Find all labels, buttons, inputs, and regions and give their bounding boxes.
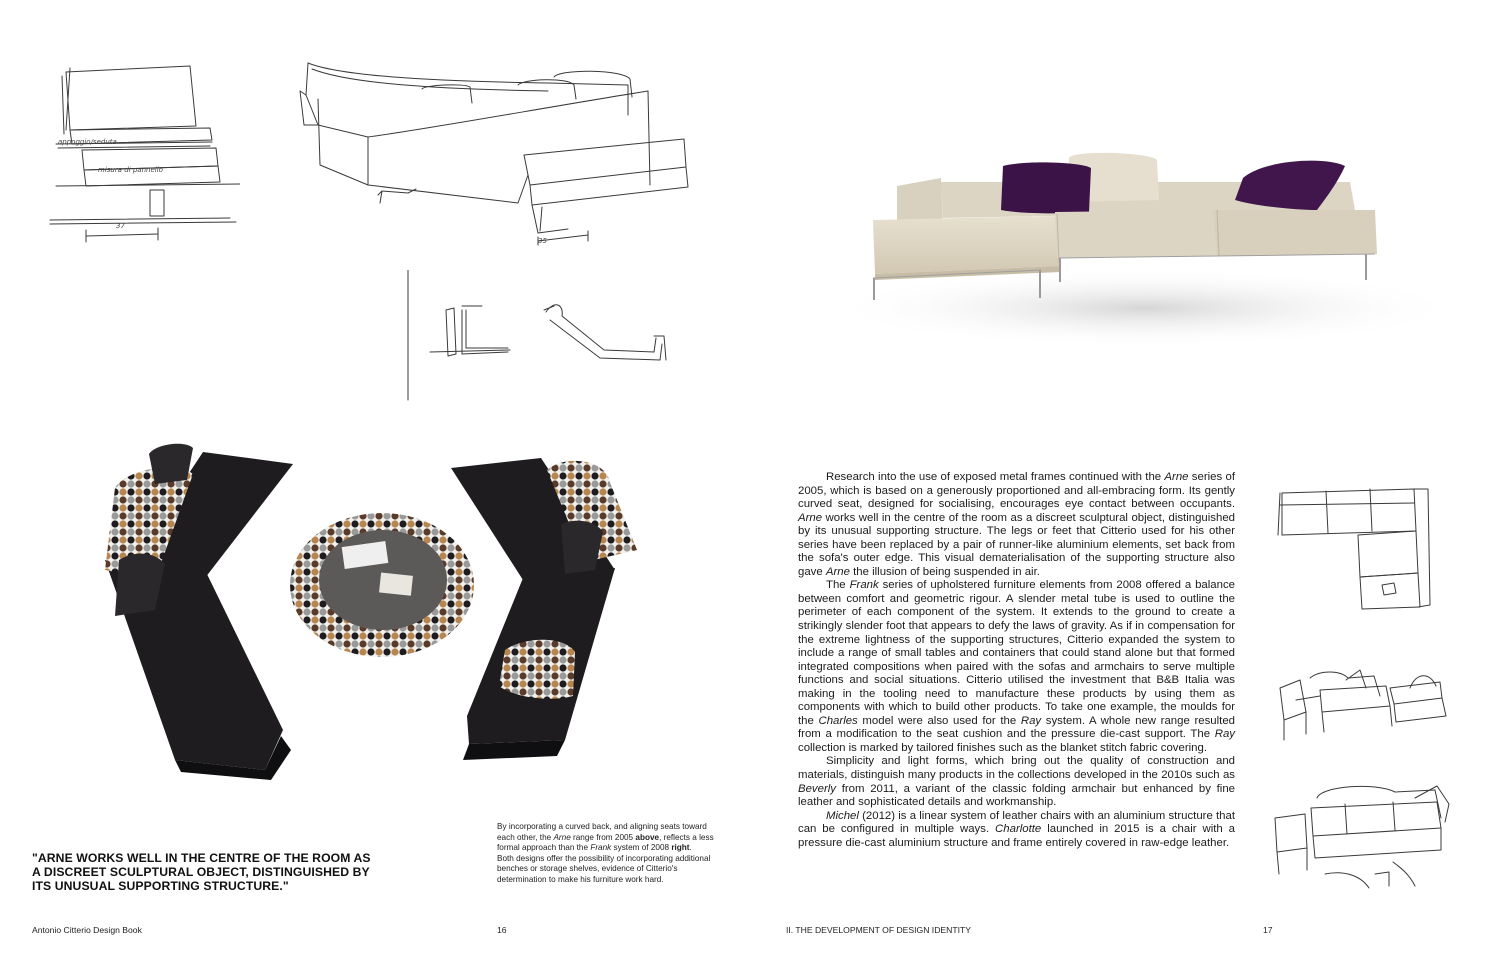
caption-text: system of 2008: [611, 843, 672, 853]
chapter-title-footer: II. THE DEVELOPMENT OF DESIGN IDENTITY: [786, 925, 971, 935]
sketch-dimension-37: 37: [116, 222, 125, 230]
body-text-run: collection is marked by tailored finishes such as the blanket stitch fabric covering.: [798, 741, 1207, 754]
product-name: Arne: [825, 565, 850, 578]
body-text-run: the illusion of being suspended in air.: [849, 565, 1040, 578]
body-text-run: model were also used for the: [857, 714, 1021, 727]
sketch-label-seat: appoggio/seduta: [58, 138, 117, 146]
pull-quote: "ARNE WORKS WELL IN THE CENTRE OF THE ROOM AS A DISCREET SCULPTURAL OBJECT, DISTINGUISHED BY ITS UNUSUAL SUPPORTING STRUCTURE.": [32, 851, 371, 894]
product-name: Michel: [826, 809, 859, 822]
photo-caption: [497, 822, 719, 886]
caption-product-name: Frank: [590, 843, 612, 853]
caption-paragraph-2: Both designs offer the possibility of incorporating additional benches or storage shelves, evidence of Citterio's determination to make his furniture work hard.: [497, 853, 711, 884]
caption-direction: above: [635, 832, 660, 842]
body-text-run: (2012) is a linear system of leather chairs with an aluminium structure that can be configured in multiple ways.: [798, 809, 1235, 836]
product-name: Charles: [818, 714, 858, 727]
runner-foot-sketch: [404, 270, 674, 405]
body-paragraph-2: [798, 579, 1235, 755]
body-text-run: Research into the use of exposed metal frames continued with the: [826, 471, 1165, 483]
arne-sofa-top-view-photo: [95, 440, 655, 810]
frank-sofa-photo: [845, 140, 1465, 360]
body-text-run: launched in 2015 is a chair with a pressure die-cast aluminium structure and frame entirely covered in raw-edge leather.: [798, 823, 1235, 849]
sketch-dimension-35: 35: [538, 237, 547, 245]
product-name: Beverly: [798, 782, 836, 795]
body-paragraph-4: [798, 810, 1235, 851]
caption-text: By incorporating a curved back, and aligning seats toward each other, the: [497, 822, 707, 842]
frank-corner-sofa-sketch: [1265, 778, 1455, 898]
frank-plan-sketch: [1270, 485, 1450, 620]
caption-text: range from 2005: [570, 832, 636, 842]
caption-text: , reflects a less formal approach than the: [497, 832, 714, 853]
product-name: Charlotte: [995, 823, 1042, 836]
body-text-run: system. A whole new range resulted from a modification to the seat cushion and the pressure die-cast support. The: [798, 714, 1235, 741]
book-title-footer: Antonio Citterio Design Book: [32, 925, 142, 935]
product-name: Arne: [798, 511, 823, 524]
body-text-run: The: [826, 579, 850, 592]
caption-paragraph-1: [497, 822, 719, 854]
body-paragraph-3: [798, 755, 1235, 809]
body-text-run: series of 2005, which is based on a generously proportioned and all-embracing form. Its gently curved seat, designed for socialising, encourages eye contact between occupants.: [798, 471, 1235, 511]
body-text-run: series of upholstered furniture elements from 2008 offered a balance between comfort and geometric rigour. A slender metal tube is used to outline the perimeter of each component of the system. It extends to the ground to create a strikingly slender foot that appears to defy the laws of gravity. As if in compensation for the extreme lightness of the supporting structures, Citterio expanded the system to include a range of small tables and containers that could stand alone but that formed integrated compositions when paired with the sofas and armchairs to serve multiple functions and social situations. Citterio utilised the investment that B&B Italia was making in the tooling need to manufacture these products by using them as components with which to build other products. To take one example, the moulds for the: [798, 579, 1235, 727]
body-text-run: Simplicity and light forms, which bring out the quality of construction and materials, distinguish many products in the collections developed in the 2010s such as: [798, 755, 1235, 782]
product-name: Ray: [1020, 714, 1042, 727]
product-name: Arne: [1164, 471, 1189, 483]
caption-direction: right: [671, 843, 690, 853]
sketch-label-panel: misura di pannello: [98, 166, 163, 174]
body-text-run: works well in the centre of the room as a discreet sculptural object, distinguished by its unusual supporting structure. The legs or feet that Citterio used for his other series have been replaced by a pair of runner-like aluminium elements, set back from the sofa's outer edge. This visual dematerialisation of the supporting structure also gave: [798, 511, 1235, 578]
sofa-section-sketch: [40, 58, 240, 248]
page-number-right: 17: [1263, 925, 1273, 935]
caption-text: .: [689, 843, 692, 853]
caption-product-name: Arne: [553, 832, 571, 842]
product-name: Ray: [1214, 728, 1235, 741]
body-paragraph-1: [798, 471, 1235, 579]
arne-sofa-perspective-sketch: [298, 55, 698, 255]
body-text: [798, 471, 1235, 850]
body-text-run: from 2011, a variant of the classic folding armchair but enhanced by fine leather and sophisticated details and workmanship.: [798, 782, 1235, 809]
page-number-left: 16: [497, 925, 507, 935]
frank-modules-perspective-sketch: [1270, 660, 1460, 755]
product-name: Frank: [849, 579, 879, 592]
